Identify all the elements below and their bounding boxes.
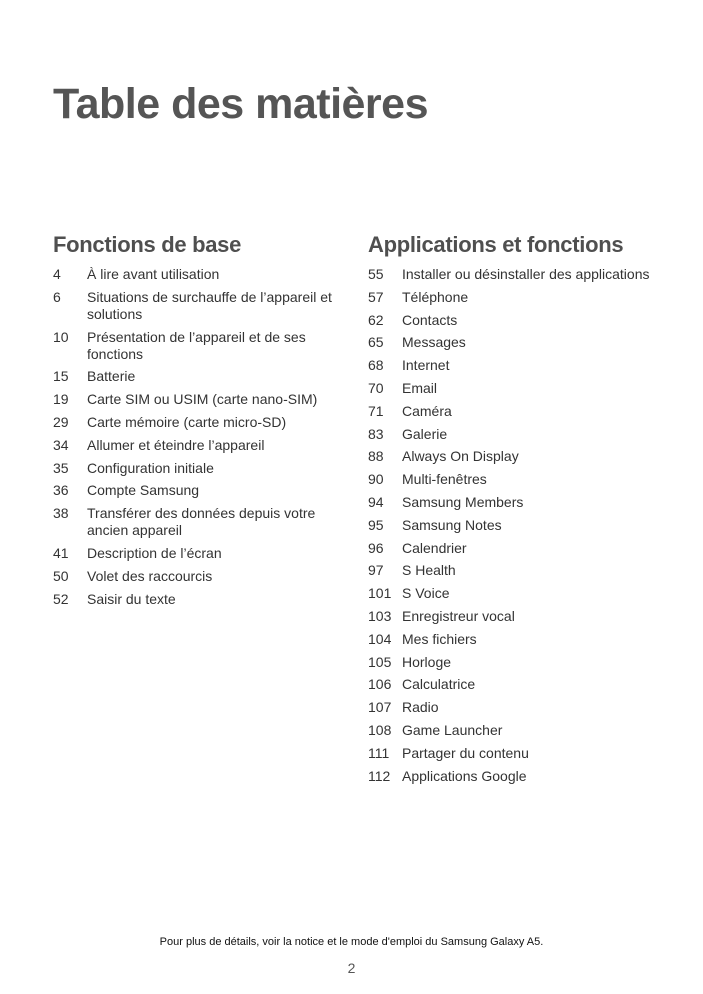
toc-entry-label: Configuration initiale (87, 459, 214, 476)
toc-page-number: 34 (53, 436, 69, 453)
toc-entry[interactable] (53, 545, 343, 562)
toc-page-number: 95 (368, 516, 384, 533)
toc-entry-label: Contacts (402, 311, 458, 328)
toc-entry[interactable] (53, 368, 343, 385)
toc-page-number: 62 (368, 311, 384, 328)
toc-entry[interactable] (368, 426, 668, 443)
toc-page-number: 107 (368, 699, 392, 716)
toc-entry-label: Description de l’écran (87, 544, 222, 561)
toc-page-number: 70 (368, 379, 384, 396)
toc-entry-label: Calculatrice (402, 676, 476, 693)
toc-list (53, 266, 343, 608)
toc-page-number: 71 (368, 402, 384, 419)
toc-page-number: 4 (53, 266, 61, 282)
toc-entry-label: Email (402, 379, 438, 396)
toc-page-number: 38 (53, 505, 69, 522)
toc-page-number: 90 (368, 471, 384, 488)
toc-list (368, 266, 668, 785)
toc-entry[interactable] (368, 631, 668, 648)
page-number: 2 (347, 960, 356, 976)
toc-page-number: 57 (368, 288, 384, 305)
toc-page-number: 36 (53, 482, 69, 499)
toc-entry[interactable] (368, 745, 668, 762)
toc-page-number: 50 (53, 567, 69, 584)
toc-page-number: 65 (368, 334, 384, 351)
toc-page-number: 29 (53, 413, 69, 430)
toc-entry[interactable] (368, 768, 668, 785)
toc-entry[interactable] (368, 585, 668, 602)
toc-entry[interactable] (368, 357, 668, 374)
toc-entry[interactable] (368, 403, 668, 420)
toc-entry-label: Horloge (402, 653, 452, 670)
toc-entry-label: Carte mémoire (carte micro-SD) (87, 413, 287, 430)
toc-entry-label: Always On Display (402, 448, 519, 465)
toc-entry-label: Game Launcher (402, 721, 503, 738)
toc-entry-label: À lire avant utilisation (87, 266, 220, 282)
toc-entry[interactable] (53, 391, 343, 408)
toc-entry[interactable] (53, 460, 343, 477)
toc-entry[interactable] (368, 289, 668, 306)
toc-entry[interactable] (368, 676, 668, 693)
section-fonctions-de-base (53, 232, 343, 613)
toc-entry[interactable] (368, 654, 668, 671)
toc-entry-label: Compte Samsung (87, 482, 200, 499)
toc-page-number: 10 (53, 328, 69, 345)
toc-page-number: 106 (368, 676, 392, 693)
toc-entry-label: S Health (402, 562, 456, 579)
toc-page-number: 105 (368, 653, 392, 670)
toc-entry-label: Internet (402, 357, 450, 374)
toc-entry-label: Carte SIM ou USIM (carte nano-SIM) (87, 391, 318, 408)
toc-page-number: 15 (53, 368, 69, 385)
toc-entry-label: Transférer des données depuis votre ancien appareil (87, 505, 316, 539)
toc-page-number: 41 (53, 544, 69, 561)
toc-page-number: 35 (53, 459, 69, 476)
toc-entry-label: Batterie (87, 368, 136, 385)
toc-page-number: 97 (368, 562, 384, 579)
section-heading: Applications et fonctions (368, 232, 624, 257)
toc-page-number: 52 (53, 590, 69, 607)
toc-entry[interactable] (368, 722, 668, 739)
page-title: Table des matières (53, 80, 428, 128)
toc-entry[interactable] (53, 437, 343, 454)
toc-page-number: 108 (368, 721, 392, 738)
toc-entry[interactable] (53, 505, 343, 539)
toc-entry-label: Radio (402, 699, 439, 716)
toc-page-number: 104 (368, 630, 392, 647)
toc-entry[interactable] (53, 414, 343, 431)
toc-entry[interactable] (368, 517, 668, 534)
toc-entry-label: Saisir du texte (87, 590, 176, 607)
section-heading: Fonctions de base (53, 232, 242, 257)
toc-entry-label: Applications Google (402, 767, 527, 784)
toc-page-number: 55 (368, 266, 384, 282)
toc-entry[interactable] (368, 562, 668, 579)
toc-page-number: 103 (368, 607, 392, 624)
toc-entry-label: Galerie (402, 425, 448, 442)
toc-entry-label: Mes fichiers (402, 630, 477, 647)
toc-page-number: 94 (368, 493, 384, 510)
toc-entry[interactable] (53, 591, 343, 608)
toc-entry[interactable] (368, 699, 668, 716)
toc-entry-label: Samsung Notes (402, 516, 502, 533)
toc-entry[interactable] (53, 329, 343, 363)
toc-entry-label: Samsung Members (402, 493, 524, 510)
toc-entry[interactable] (368, 380, 668, 397)
toc-entry[interactable] (53, 266, 343, 283)
toc-page-number: 83 (368, 425, 384, 442)
toc-entry-label: Calendrier (402, 539, 467, 556)
toc-page-number: 111 (368, 744, 390, 761)
toc-entry-label: Volet des raccourcis (87, 567, 213, 584)
toc-page-number: 101 (368, 585, 392, 602)
toc-entry[interactable] (368, 312, 668, 329)
section-applications-et-fonctions (368, 232, 668, 790)
toc-entry[interactable] (368, 608, 668, 625)
toc-page-number: 6 (53, 288, 61, 305)
toc-page-number: 19 (53, 391, 69, 408)
toc-entry-label: Messages (402, 334, 466, 351)
toc-entry-label: Enregistreur vocal (402, 607, 515, 624)
toc-entry-label: Installer ou désinstaller des applications (402, 266, 650, 282)
toc-page-number: 68 (368, 357, 384, 374)
toc-page-number: 112 (368, 767, 391, 784)
toc-entry[interactable] (53, 289, 343, 323)
toc-entry[interactable] (368, 494, 668, 511)
toc-entry-label: Multi-fenêtres (402, 471, 487, 488)
toc-entry-label: Allumer et éteindre l’appareil (87, 436, 265, 453)
toc-entry[interactable] (368, 334, 668, 351)
toc-entry[interactable] (53, 568, 343, 585)
toc-entry[interactable] (53, 482, 343, 499)
toc-entry-label: Présentation de l’appareil et de ses fonctions (87, 328, 306, 362)
toc-entry[interactable] (368, 540, 668, 557)
toc-page-number: 96 (368, 539, 384, 556)
toc-entry-label: S Voice (402, 585, 450, 602)
toc-entry[interactable] (368, 266, 668, 283)
toc-entry-label: Téléphone (402, 288, 469, 305)
toc-entry[interactable] (368, 471, 668, 488)
toc-entry[interactable] (368, 448, 668, 465)
toc-entry-label: Partager du contenu (402, 744, 529, 761)
toc-entry-label: Caméra (402, 402, 452, 419)
toc-page-number: 88 (368, 448, 384, 465)
toc-entry-label: Situations de surchauffe de l’appareil et solutions (87, 288, 332, 322)
footer-note: Pour plus de détails, voir la notice et le mode d'emploi du Samsung Galaxy A5. (159, 936, 544, 948)
